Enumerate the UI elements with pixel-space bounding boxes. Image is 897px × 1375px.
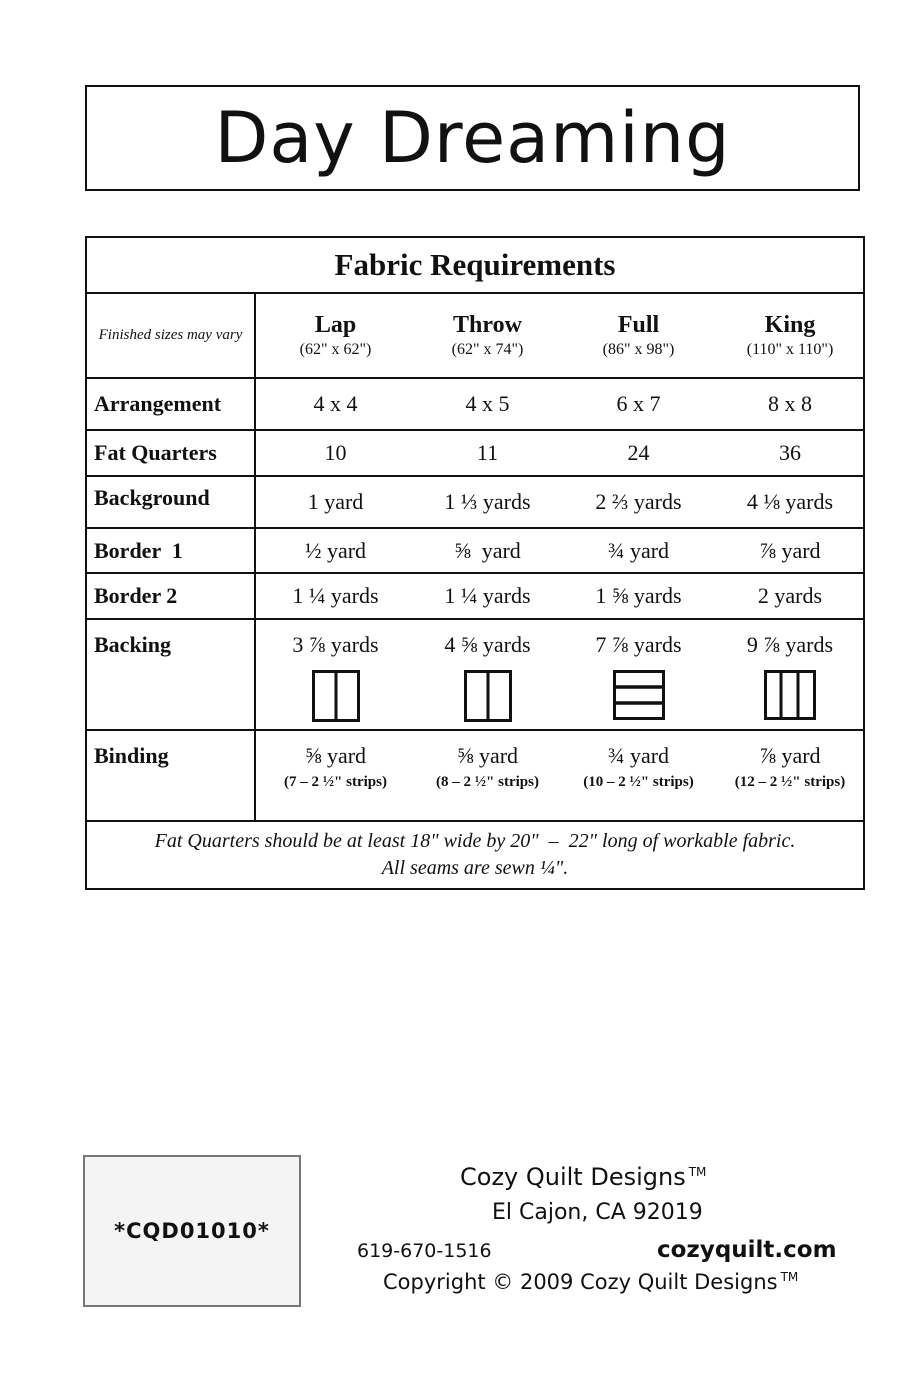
backing-amount: 4 ⅝ yards <box>444 632 531 657</box>
table-cell: 1 ⅝ yards <box>560 573 717 619</box>
two-vertical-panels-icon <box>464 670 512 722</box>
product-code: *CQD01010* <box>114 1219 270 1243</box>
size-full <box>560 293 717 378</box>
row-label: Arrangement <box>86 378 255 430</box>
table-cell <box>560 619 717 730</box>
binding-strips: (8 – 2 ½" strips) <box>436 774 539 790</box>
copyright-text: Copyright © 2009 Cozy Quilt Designs <box>383 1270 778 1294</box>
table-cell: 6 x 7 <box>560 378 717 430</box>
trademark: TM <box>780 1270 799 1284</box>
table-cell: ⅝ yard <box>415 528 560 573</box>
row-label: Binding <box>86 730 255 821</box>
table-cell: 1 ¼ yards <box>415 573 560 619</box>
table-cell <box>255 730 415 821</box>
binding-amount: ⅞ yard <box>759 743 821 768</box>
copyright <box>383 1270 798 1294</box>
table-cell <box>255 619 415 730</box>
table-cell <box>560 730 717 821</box>
table-cell <box>415 730 560 821</box>
table-row-border-2 <box>86 573 864 619</box>
size-dims: (86" x 98") <box>602 340 675 358</box>
footnote-line-2: All seams are sewn ¼". <box>381 857 569 879</box>
table-cell: ½ yard <box>255 528 415 573</box>
row-label: Border 2 <box>86 573 255 619</box>
three-vertical-panels-icon <box>764 670 816 720</box>
table-cell: 4 x 5 <box>415 378 560 430</box>
row-label: Background <box>86 476 255 528</box>
table-cell <box>717 730 864 821</box>
table-row-backing <box>86 619 864 730</box>
table-cell: ¾ yard <box>560 528 717 573</box>
table-footnote <box>86 821 864 889</box>
table-row-border-1 <box>86 528 864 573</box>
company-name-text: Cozy Quilt Designs <box>460 1163 686 1191</box>
binding-amount: ⅝ yard <box>456 743 519 768</box>
size-dims: (62" x 62") <box>299 340 372 358</box>
table-row-arrangement <box>86 378 864 430</box>
product-code-box <box>83 1155 301 1307</box>
size-dims: (62" x 74") <box>451 340 524 358</box>
size-name: Full <box>617 312 660 339</box>
backing-amount: 7 ⅞ yards <box>595 632 682 657</box>
table-cell: 1 ⅓ yards <box>415 476 560 528</box>
table-cell <box>415 619 560 730</box>
table-cell: 2 ⅔ yards <box>560 476 717 528</box>
binding-strips: (10 – 2 ½" strips) <box>583 774 694 790</box>
company-city: El Cajon, CA 92019 <box>492 1200 703 1225</box>
binding-strips: (12 – 2 ½" strips) <box>734 774 846 790</box>
size-dims: (110" x 110") <box>746 340 834 358</box>
table-row-background <box>86 476 864 528</box>
table-row-fat-quarters <box>86 430 864 476</box>
binding-strips: (7 – 2 ½" strips) <box>284 774 387 790</box>
table-cell: 4 x 4 <box>255 378 415 430</box>
table-heading: Fabric Requirements <box>86 237 864 293</box>
row-label: Border 1 <box>86 528 255 573</box>
three-horizontal-panels-icon <box>613 670 665 720</box>
row-label: Backing <box>86 619 255 730</box>
binding-amount: ¾ yard <box>607 743 670 768</box>
row-label: Fat Quarters <box>86 430 255 476</box>
company-website: cozyquilt.com <box>657 1237 837 1263</box>
table-cell: 24 <box>560 430 717 476</box>
company-phone: 619-670-1516 <box>357 1240 492 1262</box>
footnote-line-1: Fat Quarters should be at least 18" wide by 20" – 22" long of workable fabric. <box>154 830 796 852</box>
table-cell: 11 <box>415 430 560 476</box>
size-king <box>717 293 864 378</box>
table-cell: 4 ⅛ yards <box>717 476 864 528</box>
binding-amount: ⅝ yard <box>304 743 367 768</box>
table-cell: 36 <box>717 430 864 476</box>
backing-amount: 3 ⅞ yards <box>292 632 379 657</box>
backing-amount: 9 ⅞ yards <box>746 632 834 657</box>
corner-note: Finished sizes may vary <box>86 293 255 378</box>
trademark: TM <box>688 1165 707 1179</box>
table-cell: 10 <box>255 430 415 476</box>
size-throw <box>415 293 560 378</box>
table-header-row <box>86 293 864 378</box>
table-cell: ⅞ yard <box>717 528 864 573</box>
size-name: Throw <box>453 312 522 339</box>
table-cell: 1 ¼ yards <box>255 573 415 619</box>
two-vertical-panels-icon <box>312 670 360 722</box>
fabric-requirements-table <box>85 236 865 890</box>
size-name: Lap <box>314 312 357 339</box>
size-lap <box>255 293 415 378</box>
size-name: King <box>764 312 816 339</box>
table-cell: 8 x 8 <box>717 378 864 430</box>
title-box <box>85 85 860 191</box>
table-cell <box>717 619 864 730</box>
table-cell: 1 yard <box>255 476 415 528</box>
page-title: Day Dreaming <box>214 97 731 179</box>
table-cell: 2 yards <box>717 573 864 619</box>
table-row-binding <box>86 730 864 821</box>
company-name <box>460 1163 706 1191</box>
